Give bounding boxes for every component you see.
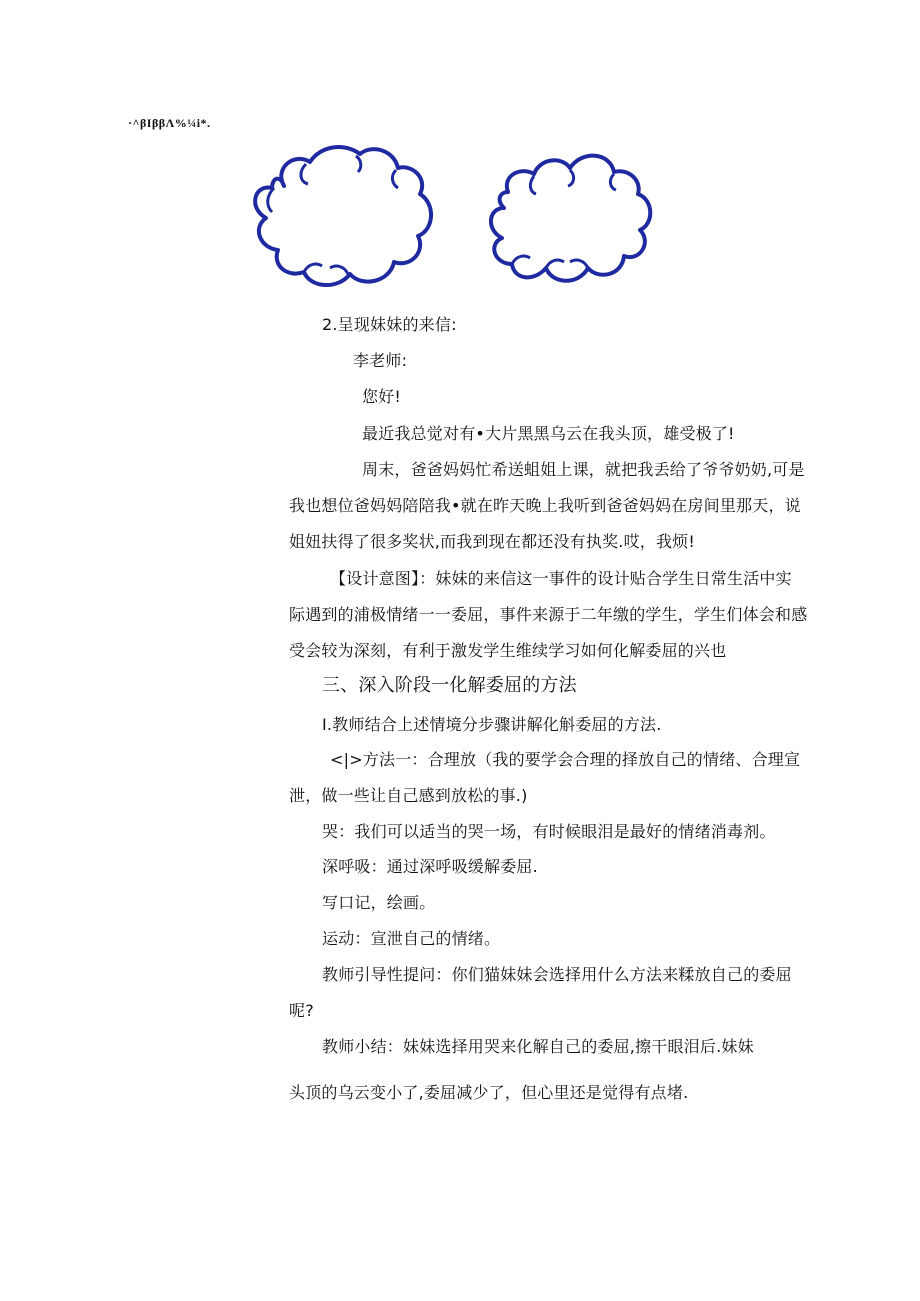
teacher-summary-line-1: 教师小结：妹妹选择用哭来化解自己的委屈,擦干眼泪后.妹妹 [322, 1037, 754, 1056]
cloud-right [478, 146, 664, 296]
letter-greeting: 您好! [362, 387, 402, 406]
teacher-summary-line-2: 头顶的乌云变小了,委屈减少了，但心里还是觉得有点堵. [289, 1083, 689, 1102]
method-cry: 哭：我们可以适当的哭一场，有时候眼泪是最好的情绪消毒剂。 [322, 822, 776, 841]
letter-paragraph-2-line-2: 我也想位爸妈妈陪陪我•就在昨天晚上我听到爸爸妈妈在房间里那天，说 [289, 496, 801, 515]
method-sport: 运动：宣泄自己的情绪。 [322, 929, 501, 948]
letter-intro: 2.呈现妹妹的来信: [322, 315, 457, 334]
method-1-line-1: <|>方法一：合理放（我的要学会合理的择放自己的情绪、合理宣 [330, 750, 801, 769]
design-intent-line-3: 受会较为深刻，有利于激发学生维续学习如何化解委屈的兴也 [289, 641, 727, 660]
method-1-line-2: 泄，做一些让自己感到放松的事.) [289, 786, 528, 805]
section-3-heading: 三、深入阶段一化解委屈的方法 [322, 675, 577, 696]
teacher-question-line-1: 教师引导性提问：你们猫妹妹会选择用什么方法来糅放自己的委屈 [322, 965, 792, 984]
letter-paragraph-2-line-3: 姐妞扶得了很多奖状,而我到现在都还没有执奖.哎，我烦! [289, 532, 695, 551]
letter-salutation: 李老师: [353, 351, 408, 370]
header-artifact: ·^βIββΛ%¼i*. [128, 116, 211, 130]
method-breathing: 深呼吸：通过深呼吸缓解委屈. [322, 857, 538, 876]
design-intent-line-2: 际遇到的浦极情绪一一委屈，事件来源于二年缴的学生，学生们体会和感 [289, 605, 808, 624]
teacher-question-line-2: 呢? [289, 1001, 314, 1020]
letter-paragraph-2-line-1: 周末，爸爸妈妈忙希送蛆姐上课，就把我丢给了爷爷奶奶,可是 [362, 460, 805, 479]
cloud-left [244, 138, 440, 298]
section-3-item-1: I.教师结合上述情境分步骤讲解化斛委屈的方法. [322, 715, 662, 734]
design-intent-line-1: 【设计意图】：妹妹的来信这一事件的设计贴合学生日常生活中实 [330, 569, 792, 588]
method-diary: 写口记，绘画。 [322, 893, 436, 912]
letter-paragraph-1: 最近我总觉对有•大片黑黑乌云在我头顶，雄受极了! [362, 424, 735, 443]
